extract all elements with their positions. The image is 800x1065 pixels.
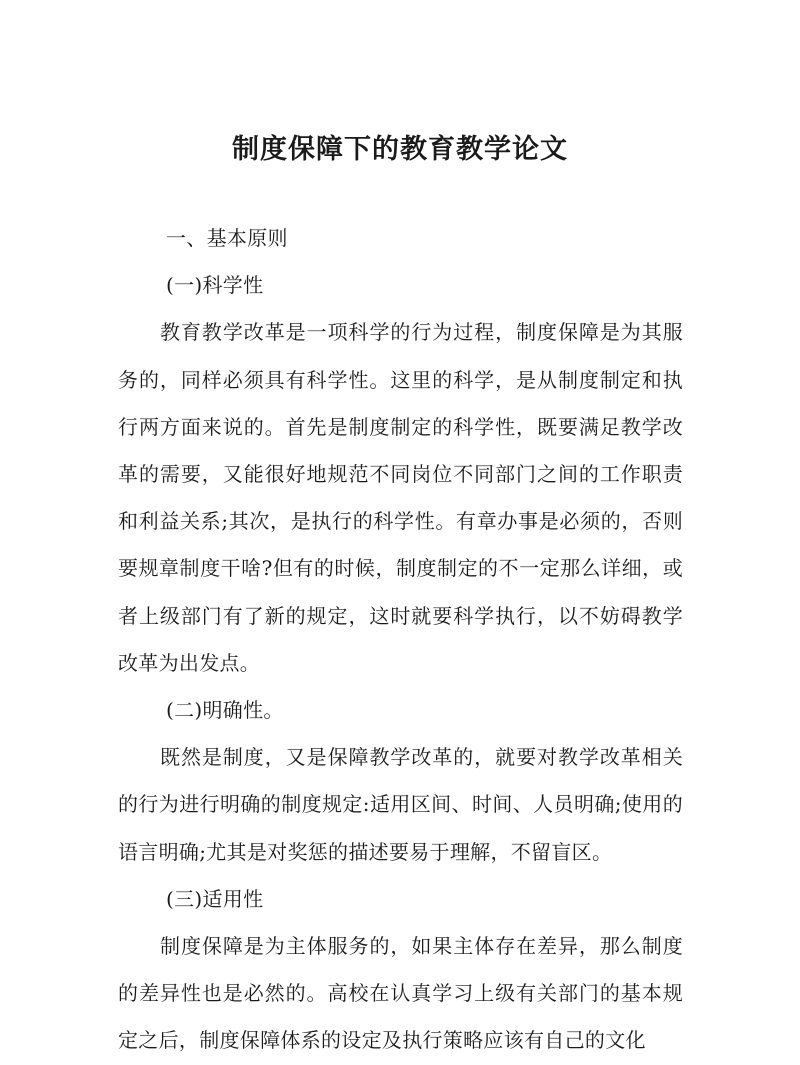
subheading-applicability: (三)适用性 xyxy=(166,886,264,911)
paragraph-scientific: 教育教学改革是一项科学的行为过程，制度保障是为其服务的，同样必须具有科学性。这里的科学，是从制度制定和执行两方面来说的。首先是制度制定的科学性，既要满足教学改革的需要，又能很好地规范不同岗位不同部门之间的工作职责和利益关系;其次，是执行的科学性。有章办事是必须的，否则要规章制度干啥?但有的时候，制度制定的不一定那么详细，或者上级部门有了新的规定，这时就要科学执行，以不妨碍教学改革为出发点。 xyxy=(118,320,683,675)
document-title: 制度保障下的教育教学论文 xyxy=(232,134,568,165)
paragraph-applicability: 制度保障是为主体服务的，如果主体存在差异，那么制度的差异性也是必然的。高校在认真学习上级有关部门的基本规定之后，制度保障体系的设定及执行策略应该有自己的文化 xyxy=(118,934,683,1053)
paragraph-clarity: 既然是制度，又是保障教学改革的，就要对教学改革相关的行为进行明确的制度规定:适用区间、时间、人员明确;使用的语言明确;尤其是对奖惩的描述要易于理解，不留盲区。 xyxy=(118,745,683,864)
subheading-scientific: (一)科学性 xyxy=(166,273,264,298)
document-body xyxy=(118,215,683,1065)
subheading-clarity: (二)明确性。 xyxy=(166,698,284,723)
section-heading-basic-principles: 一、基本原则 xyxy=(166,226,288,250)
